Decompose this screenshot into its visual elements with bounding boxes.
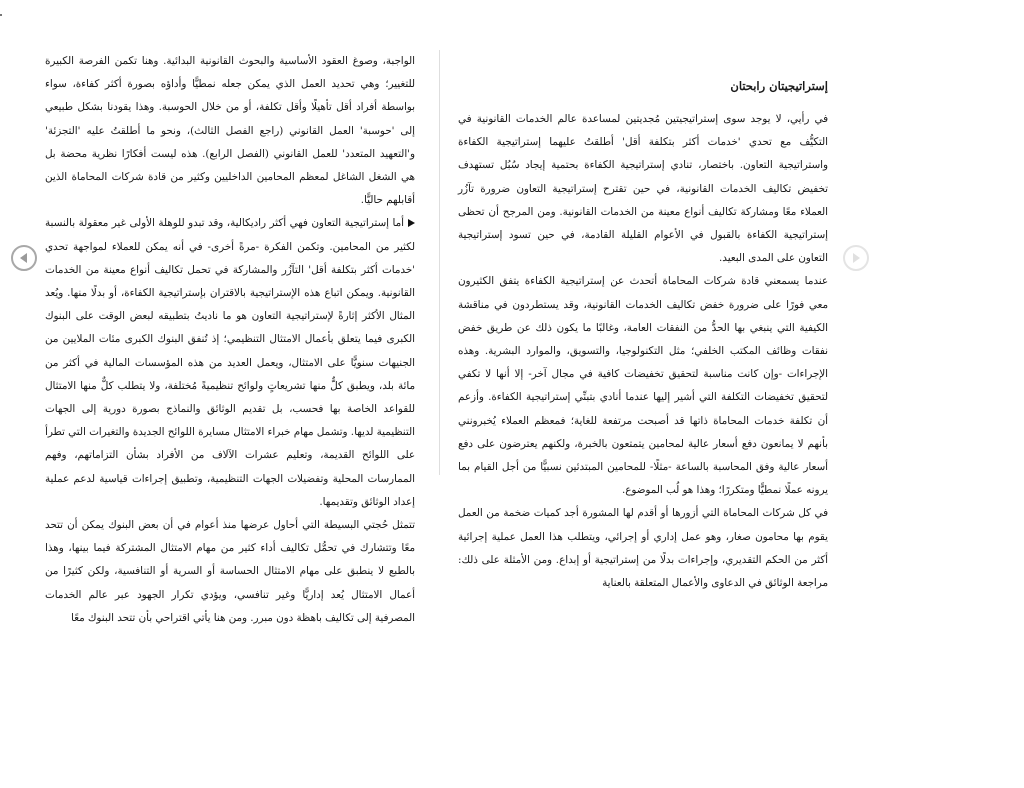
- left-page: [45, 50, 415, 624]
- left-paragraph-2-text: أما إستراتيجية التعاون فهي أكثر راديكالية، وقد تبدو للوهلة الأولى غير معقولة بالنسبة لكثير من المحامين. وتكمن الفكرة -مرةً أخرى- في أنه يمكن للعملاء لمواجهة تحدي 'خدمات أكثر بتكلفة أقل' التآزُر والمشاركة في تحمل تكاليف أنواع معينة من الخدمات القانونية. ويمكن اتباع هذه الإستراتيجية بالاقتران بإستراتيجية الكفاءة، أو بدلًا منها. ويُعد المثال الأكثر إثارةً لإستراتيجية التعاون هو ما ناديتُ بتطبيقه لبعض الوقت على البنوك الكبرى فيما يتعلق بأعمال الامتثال التنظيمي؛ إذ تُنفق البنوك الكبرى مئات الملايين من الجنيهات سنويًّا على الامتثال، ويعمل العديد من هذه المؤسسات المالية في أكثر من مائة بلد، ويطبق كلٌّ منها تشريعاتٍ ولوائح تنظيميةً مُختلفة، ولا يتطلب كلٌّ منها الامتثال للقواعد الخاصة بها فحسب، بل تقديم الوثائق والنماذج بصورة دورية إلى الجهات التنظيمية لديها. وتشمل مهام خبراء الامتثال مسايرة اللوائح الجديدة والتغيرات التي تطرأ على اللوائح القديمة، وتعليم عشرات الآلاف من الأفراد بشأن التزاماتهم، وفهم الممارسات المحلية وتفضيلات الجهات التنظيمية، وتطبيق إجراءات قياسية لدعم عملية إعداد الوثائق وتقديمها.: [45, 217, 415, 508]
- right-paragraph-3: في كل شركات المحاماة التي أزورها أو أقدم لها المشورة أجد كميات ضخمة من العمل يقوم بها محامون صغار، وهو عمل إداري أو إجرائي، ويتطلب هذا العمل عملية إجرائية أكثر من الحكم التقديري، وإجراءات بدلًا من إستراتيجية أو إبداع. ومن الأمثلة على ذلك: مراجعة الوثائق في الدعاوى والأعمال المتعلقة بالعناية: [458, 507, 828, 590]
- page-divider: [439, 50, 440, 475]
- left-paragraph-2: [45, 212, 415, 514]
- section-heading: إستراتيجيتان رابحتان: [730, 79, 828, 93]
- right-paragraph-2: عندما يسمعني قادة شركات المحاماة أتحدث عن إستراتيجية الكفاءة يتفق الكثيرون معي فورًا على ضرورة خفض تكاليف الخدمات القانونية، وقد يستطردون في مناقشة الكيفية التي ينبغي بها الحدُّ من النفقات العامة، وغالبًا ما يكون ذلك عن طريق خفض نفقات وظائف المكتب الخلفي؛ مثل التكنولوجيا، والتسويق، والموارد البشرية. وهذه الإجراءات -وإن كانت مناسبة لتحقيق تخفيضات كافية في مجال آخر- إلا أنها لا تكفي لتحقيق تخفيضات التكلفة التي أشير إليها عندما أنادي بتبنِّي إستراتيجية الكفاءة. وأزعم أن تكلفة خدمات المحاماة ذاتها قد أصبحت مرتفعة للغاية؛ فمعظم العملاء يُخبرونني بأنهم لا يمانعون دفع أسعار عالية لمحامين يتمتعون بالخبرة، ولكنهم يعترضون على دفع أسعار عالية وفق المحاسبة بالساعة -مثلًا- للمحامين المبتدئين نسبيًّا من أجل القيام بما يرونه عملًا نمطيًّا ومتكررًا؛ وهذا هو لُب الموضوع.: [458, 275, 828, 497]
- previous-page-button[interactable]: [11, 245, 37, 271]
- left-paragraph-1: الواجبة، وصوغ العقود الأساسية والبحوث القانونية البدائية. وهنا تكمن الفرصة الكبيرة للتغيير؛ وهي تحديد العمل الذي يمكن جعله نمطيًّا وأداؤه بصورة أكثر كفاءة، سواء بواسطة أفراد أقل تأهيلًا وأقل تكلفة، أو من خلال الحوسبة. وهذا يقودنا بشكل طبيعي إلى 'حوسبة' العمل القانوني (راجع الفصل الثالث)، ونحو ما أطلقتُ عليه 'التجزئة' و'التعهيد المتعدد' للعمل القانوني (الفصل الرابع). هذه ليست أفكارًا نظرية محضة بل هي الشغل الشاغل لمعظم المحامين الداخليين وكثير من قادة شركات المحاماة الذين أقابلهم حاليًّا.: [45, 55, 415, 207]
- bullet-arrow-icon: [408, 219, 415, 227]
- left-paragraph-3: تتمثل حُجتي البسيطة التي أحاول عرضها منذ أعوام في أن بعض البنوك يمكن أن تتحد معًا وتتشارك في تحمُّل تكاليف أداء كثير من مهام الامتثال المشتركة فيما بينها، وهذا بالطبع لا ينطبق على مهام الامتثال الحساسة أو السرية أو التنافسية، ولكن كثيرًا من أعمال الامتثال يُعد إداريًّا وغير تنافسي، ويؤدي تكرار الجهود عبر عالم الخدمات المصرفية إلى تكاليف باهظة دون مبرر. ومن هنا يأتي اقتراحي بأن تتحد البنوك معًا: [45, 519, 415, 624]
- chevron-left-icon: [13, 247, 35, 269]
- corner-mark: [0, 14, 2, 16]
- right-paragraph-1: في رأيي، لا يوجد سوى إستراتيجيتين مُجديتين لمساعدة عالم الخدمات القانونية في التكيُّف مع تحدي 'خدمات أكثر بتكلفة أقل' أطلقتُ عليهما إستراتيجية الكفاءة واستراتيجية التعاون. باختصار، تنادي إستراتيجية الكفاءة بحتمية إيجاد سُبُل تستهدف تخفيض تكاليف الخدمات القانونية، في حين تقترح إستراتيجية التعاون ضرورة تآزُر العملاء معًا ومشاركة تكاليف أنواع معينة من الخدمات القانونية. ومن المرجح أن تحظى إستراتيجية الكفاءة بالقبول في الأعوام القليلة القادمة، في حين تسود إستراتيجية التعاون على المدى البعيد.: [458, 113, 828, 265]
- next-page-button[interactable]: [843, 245, 869, 271]
- chevron-right-icon: [845, 247, 867, 269]
- right-page: [458, 74, 828, 595]
